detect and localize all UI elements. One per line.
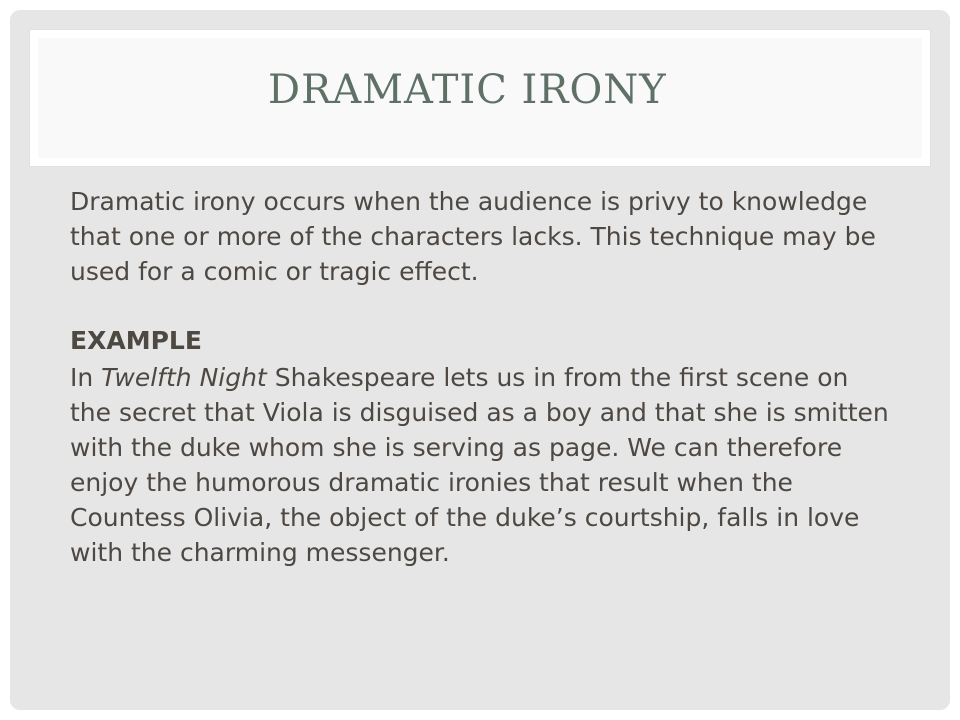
slide-content	[70, 184, 890, 570]
example-heading: EXAMPLE	[70, 326, 202, 355]
example-paragraph	[70, 360, 890, 570]
example-intro: In	[70, 363, 102, 392]
slide-title: DRAMATIC IRONY	[268, 67, 667, 113]
play-title: Twelfth Night	[101, 363, 267, 392]
example-body: Shakespeare lets us in from the first scene on the secret that Viola is disguised as a boy and that she is smitten with the duke whom she is serving as page. We can therefore enjoy the humorous dramatic ironies that result when the Countess Olivia, the object of the duke’s courtship, falls in love with the charming messenger.	[70, 363, 889, 567]
definition-paragraph: Dramatic irony occurs when the audience is privy to knowledge that one or more of the characters lacks. This technique may be used for a comic or tragic effect.	[70, 187, 876, 286]
